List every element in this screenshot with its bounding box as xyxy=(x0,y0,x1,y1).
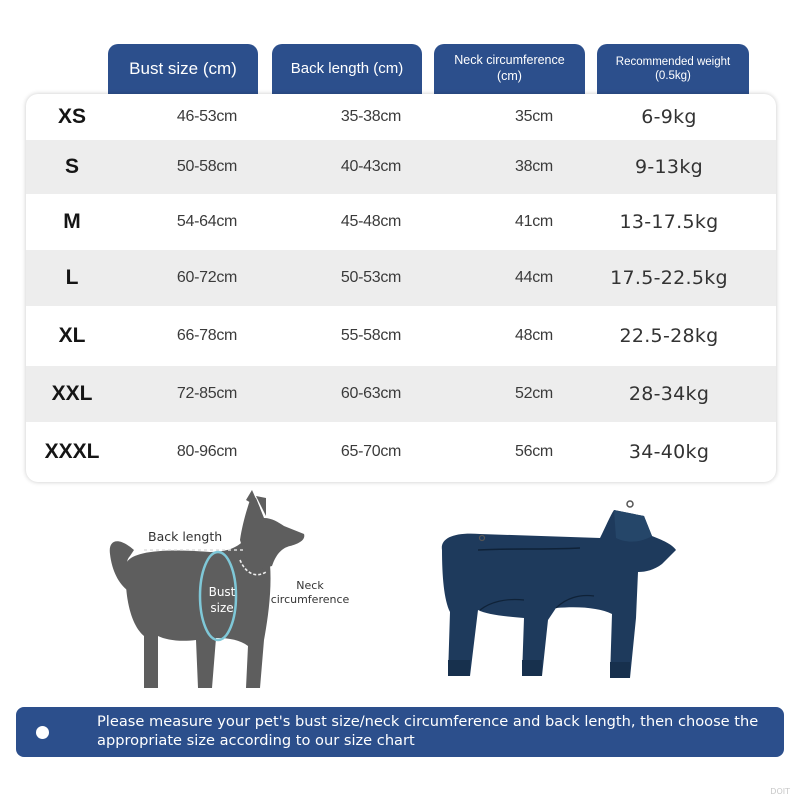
size-cell: M xyxy=(63,210,81,233)
dog-silhouette-icon xyxy=(110,490,305,688)
header-neck-unit: (cm) xyxy=(496,69,522,83)
neck-label-line2: circumference xyxy=(270,593,350,606)
neck-cell: 41cm xyxy=(515,213,553,230)
size-chart-table xyxy=(26,94,776,482)
back-cell: 65-70cm xyxy=(340,443,402,460)
header-weight-unit: (0.5kg) xyxy=(655,70,691,82)
weight-cell: 22.5-28kg xyxy=(619,325,719,347)
bust-label-line2: size xyxy=(210,601,234,615)
size-cell: XXL xyxy=(51,382,93,405)
watermark: DOIT xyxy=(770,787,790,796)
bust-label-line1: Bust xyxy=(208,585,236,599)
bust-cell: 50-58cm xyxy=(176,158,238,175)
back-cell: 60-63cm xyxy=(340,385,402,402)
neck-cell: 56cm xyxy=(515,443,553,460)
neck-cell: 38cm xyxy=(515,158,553,175)
bust-cell: 72-85cm xyxy=(176,385,238,402)
notice-text: Please measure your pet's bust size/neck circumference and back length, then choose the appropriate size according to our size chart xyxy=(97,713,759,749)
header-weight-label: Recommended weight xyxy=(615,55,731,68)
dog-jumpsuit-image xyxy=(430,490,690,690)
header-neck-label: Neck circumference xyxy=(454,53,565,68)
bust-cell: 60-72cm xyxy=(176,269,238,286)
bust-cell: 54-64cm xyxy=(176,213,238,230)
bust-cell: 46-53cm xyxy=(176,108,238,125)
table-row-s xyxy=(26,140,776,194)
neck-cell: 44cm xyxy=(515,269,553,286)
neck-cell: 52cm xyxy=(515,385,553,402)
table-row-xxxl xyxy=(26,422,776,482)
dog-measurement-diagram xyxy=(100,490,360,700)
back-cell: 35-38cm xyxy=(340,108,402,125)
table-row-m xyxy=(26,194,776,250)
table-row-xl xyxy=(26,306,776,366)
weight-cell: 9-13kg xyxy=(635,156,703,178)
jumpsuit-icon xyxy=(442,501,676,678)
weight-cell: 28-34kg xyxy=(628,383,710,405)
weight-cell: 17.5-22.5kg xyxy=(610,267,728,289)
size-cell: S xyxy=(64,155,79,178)
table-row-xs xyxy=(26,94,776,140)
bust-cell: 80-96cm xyxy=(176,443,238,460)
header-back-label: Back length (cm) xyxy=(290,59,404,77)
weight-cell: 34-40kg xyxy=(628,441,710,463)
size-cell: XXXL xyxy=(44,440,100,463)
back-cell: 45-48cm xyxy=(340,213,402,230)
neck-label-line1: Neck xyxy=(296,579,324,592)
size-cell: L xyxy=(65,266,79,289)
header-bust-size xyxy=(108,44,258,94)
back-cell: 50-53cm xyxy=(340,269,402,286)
back-cell: 55-58cm xyxy=(340,327,402,344)
header-neck-circumference xyxy=(434,44,585,94)
weight-cell: 6-9kg xyxy=(641,106,697,128)
bust-cell: 66-78cm xyxy=(176,327,238,344)
size-cell: XS xyxy=(57,105,86,128)
header-bust-label: Bust size (cm) xyxy=(129,59,237,79)
weight-cell: 13-17.5kg xyxy=(619,211,719,233)
header-recommended-weight xyxy=(597,44,749,94)
back-length-label: Back length xyxy=(148,529,223,544)
neck-cell: 35cm xyxy=(515,108,553,125)
table-row-l xyxy=(26,250,776,306)
bullet-dot-icon xyxy=(36,726,49,739)
measurement-notice xyxy=(16,707,784,757)
back-cell: 40-43cm xyxy=(340,158,402,175)
size-cell: XL xyxy=(58,324,86,347)
header-back-length xyxy=(272,44,422,94)
table-row-xxl xyxy=(26,366,776,422)
neck-cell: 48cm xyxy=(515,327,553,344)
